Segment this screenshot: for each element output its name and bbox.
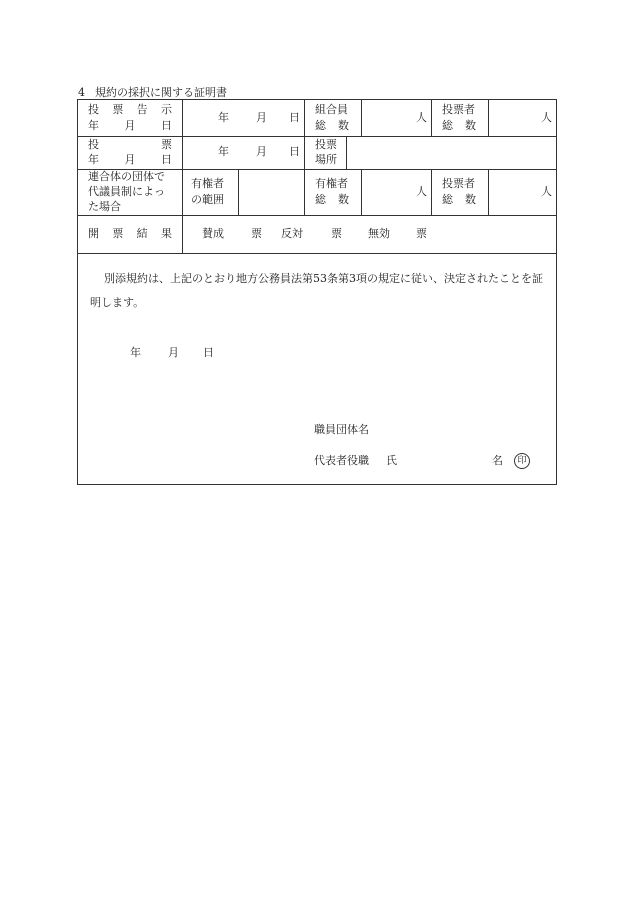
invalid-unit: 票 <box>416 227 427 240</box>
col-divider <box>361 169 362 215</box>
col-divider <box>431 100 432 136</box>
certification-statement: 別添規約は、上記のとおり地方公務員法第53条第3項の規定に従い、決定されたことを証明します。 <box>90 272 543 309</box>
cert-date-month: 月 <box>168 346 179 359</box>
for-label: 賛成 <box>202 227 224 240</box>
col-divider <box>238 169 239 215</box>
eligible-label: 有権者 <box>315 177 348 190</box>
seal-icon: 印 <box>514 453 530 469</box>
members-total-label: 総数 <box>315 119 349 132</box>
vote-date-label: 年月日 <box>88 153 172 166</box>
name-label-1: 氏 <box>386 454 397 467</box>
against-label: 反対 <box>281 227 303 240</box>
vote-notice-label: 投 票 告 示 <box>88 103 172 116</box>
eligible-scope-label-2: の範囲 <box>191 193 224 206</box>
eligible-unit: 人 <box>416 185 427 198</box>
row-divider <box>78 253 556 254</box>
col-divider <box>304 169 305 215</box>
invalid-label: 無効 <box>368 227 390 240</box>
heading-number: 4 <box>78 86 85 99</box>
voters-unit: 人 <box>541 111 552 124</box>
org-name-label: 職員団体名 <box>314 423 369 436</box>
date-day: 日 <box>289 145 300 158</box>
date-year: 年 <box>218 111 229 124</box>
for-unit: 票 <box>251 227 262 240</box>
cert-date-day: 日 <box>203 346 214 359</box>
cert-date-year: 年 <box>130 346 141 359</box>
against-unit: 票 <box>331 227 342 240</box>
vote-notice-date-label: 年月日 <box>88 119 172 132</box>
col-divider <box>182 100 183 253</box>
row-divider <box>78 136 556 137</box>
count-result-label: 開票結果 <box>88 227 172 240</box>
vote-place-label: 投票 <box>315 138 337 151</box>
name-label-2: 名 <box>492 454 503 467</box>
heading-title: 規約の採択に関する証明書 <box>95 86 227 99</box>
representative-label: 代表者役職 <box>314 454 369 467</box>
eligible-scope-label: 有権者 <box>191 177 224 190</box>
eligible-total-label: 総数 <box>315 193 349 206</box>
voters-label: 投票者 <box>442 103 475 116</box>
col-divider <box>361 100 362 136</box>
certificate-form <box>77 99 557 485</box>
col-divider <box>488 169 489 215</box>
row-divider <box>78 215 556 216</box>
col-divider <box>488 100 489 136</box>
voters-unit: 人 <box>541 185 552 198</box>
members-unit: 人 <box>416 111 427 124</box>
vote-place-label-2: 場所 <box>315 153 337 166</box>
date-day: 日 <box>289 111 300 124</box>
vote-label: 投票 <box>88 138 172 151</box>
date-year: 年 <box>218 145 229 158</box>
date-month: 月 <box>256 111 267 124</box>
col-divider <box>346 136 347 169</box>
voters-label: 投票者 <box>442 177 475 190</box>
federation-label-1: 連合体の団体で <box>88 170 165 183</box>
col-divider <box>431 169 432 215</box>
form-heading <box>78 84 227 100</box>
federation-label-3: た場合 <box>88 200 121 213</box>
federation-label-2: 代議員制によっ <box>88 185 165 198</box>
date-month: 月 <box>256 145 267 158</box>
members-label: 組合員 <box>315 103 348 116</box>
voters-total-label: 総数 <box>442 193 476 206</box>
voters-total-label: 総数 <box>442 119 476 132</box>
